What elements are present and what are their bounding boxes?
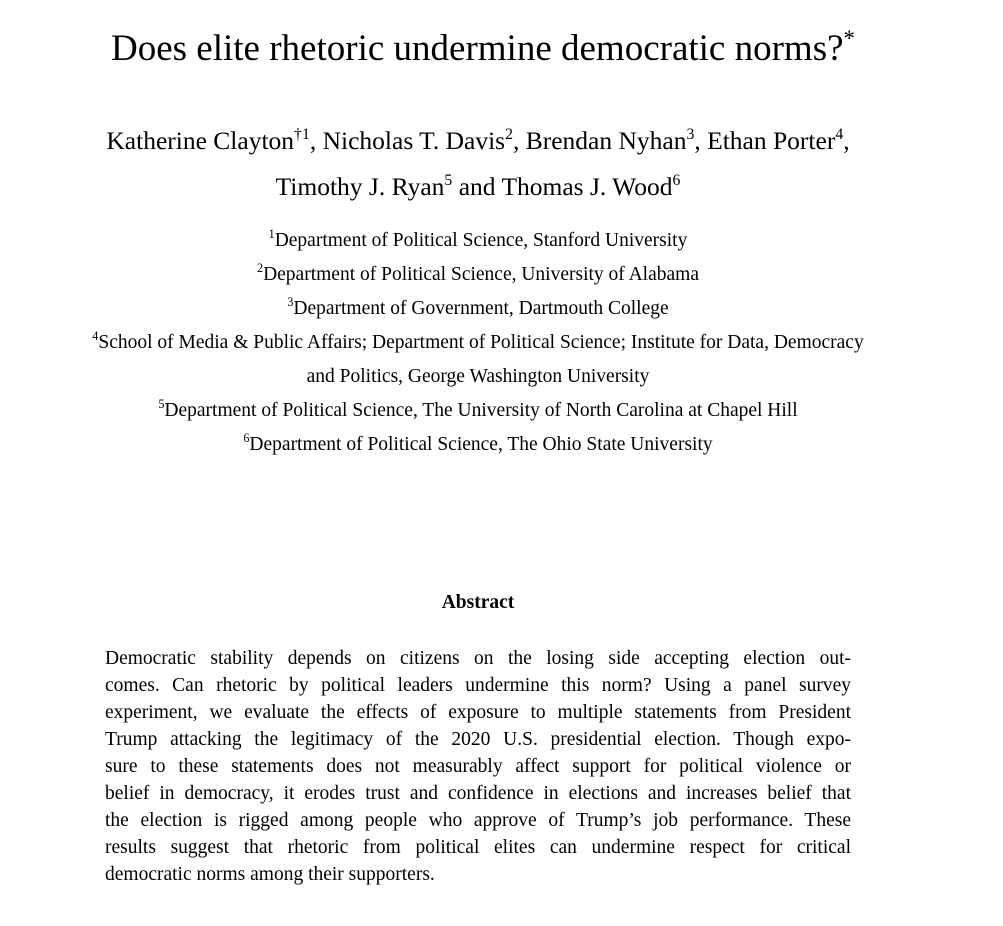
affiliation-text: and Politics, George Washington University: [306, 366, 650, 387]
affiliation-text: School of Media & Public Affairs; Department of Political Science; Institute for Data, Democracy: [98, 332, 864, 353]
affiliation-6: [0, 428, 956, 462]
author-separator: ,: [843, 126, 850, 155]
author-affiliation-mark: 4: [835, 125, 844, 143]
abstract-heading: Abstract: [441, 592, 515, 613]
abstract-line: Trump attacking the legitimacy of the 2020 U.S. presidential election. Though expo-: [105, 729, 851, 750]
author-affiliation-mark: 5: [444, 171, 453, 189]
author-name: Timothy J. Ryan: [275, 172, 445, 201]
abstract-line: belief in democracy, it erodes trust and confidence in elections and increases belief that: [105, 783, 851, 804]
affiliation-text: Department of Political Science, University of Alabama: [263, 264, 699, 285]
affiliation-number: 3: [287, 294, 294, 309]
author-name: Katherine Clayton: [106, 126, 295, 155]
author-affiliation-mark: †1: [294, 125, 310, 143]
affiliation-4-continued: [0, 360, 956, 394]
author-affiliation-mark: 6: [672, 171, 681, 189]
author-list: [0, 118, 956, 210]
author-line-1: [0, 118, 956, 164]
affiliation-text: Department of Government, Dartmouth College: [293, 298, 669, 319]
abstract-body: [105, 645, 851, 888]
affiliation-2: [0, 258, 956, 292]
paper-title: [0, 26, 966, 72]
affiliation-number: 5: [158, 396, 165, 411]
author-affiliation-mark: 2: [505, 125, 513, 143]
title-footnote-mark: *: [843, 25, 855, 51]
author-name: Brendan Nyhan: [525, 126, 687, 155]
author-separator: ,: [694, 126, 708, 155]
abstract-line: Democratic stability depends on citizens on the losing side accepting election out-: [105, 648, 851, 669]
author-line-2: [0, 164, 956, 210]
author-separator: and: [452, 172, 502, 201]
abstract-line: results suggest that rhetoric from political elites can undermine respect for critical: [105, 837, 851, 858]
affiliation-text: Department of Political Science, Stanford University: [274, 230, 688, 251]
affiliation-list: [0, 224, 956, 462]
affiliation-text: Department of Political Science, The Ohio State University: [249, 434, 713, 455]
author-affiliation-mark: 3: [686, 125, 695, 143]
paper-title-text: Does elite rhetoric undermine democratic norms?: [111, 28, 844, 69]
abstract-line: comes. Can rhetoric by political leaders undermine this norm? Using a panel survey: [105, 675, 851, 696]
affiliation-3: [0, 292, 956, 326]
affiliation-number: 4: [92, 328, 99, 343]
affiliation-4: [0, 326, 956, 360]
author-separator: ,: [512, 126, 526, 155]
author-name: Ethan Porter: [707, 126, 836, 155]
author-name: Thomas J. Wood: [501, 172, 673, 201]
affiliation-text: Department of Political Science, The University of North Carolina at Chapel Hill: [164, 400, 798, 421]
author-separator: ,: [309, 126, 323, 155]
abstract-line-last: democratic norms among their supporters.: [105, 864, 435, 885]
abstract-line: the election is rigged among people who approve of Trump’s job performance. These: [105, 810, 851, 831]
affiliation-number: 1: [268, 226, 275, 241]
affiliation-number: 2: [257, 260, 264, 275]
author-name: Nicholas T. Davis: [322, 126, 506, 155]
abstract-line: experiment, we evaluate the effects of exposure to multiple statements from President: [105, 702, 851, 723]
abstract-line: sure to these statements does not measurably affect support for political violence or: [105, 756, 851, 777]
affiliation-1: [0, 224, 956, 258]
affiliation-5: [0, 394, 956, 428]
affiliation-number: 6: [243, 430, 250, 445]
